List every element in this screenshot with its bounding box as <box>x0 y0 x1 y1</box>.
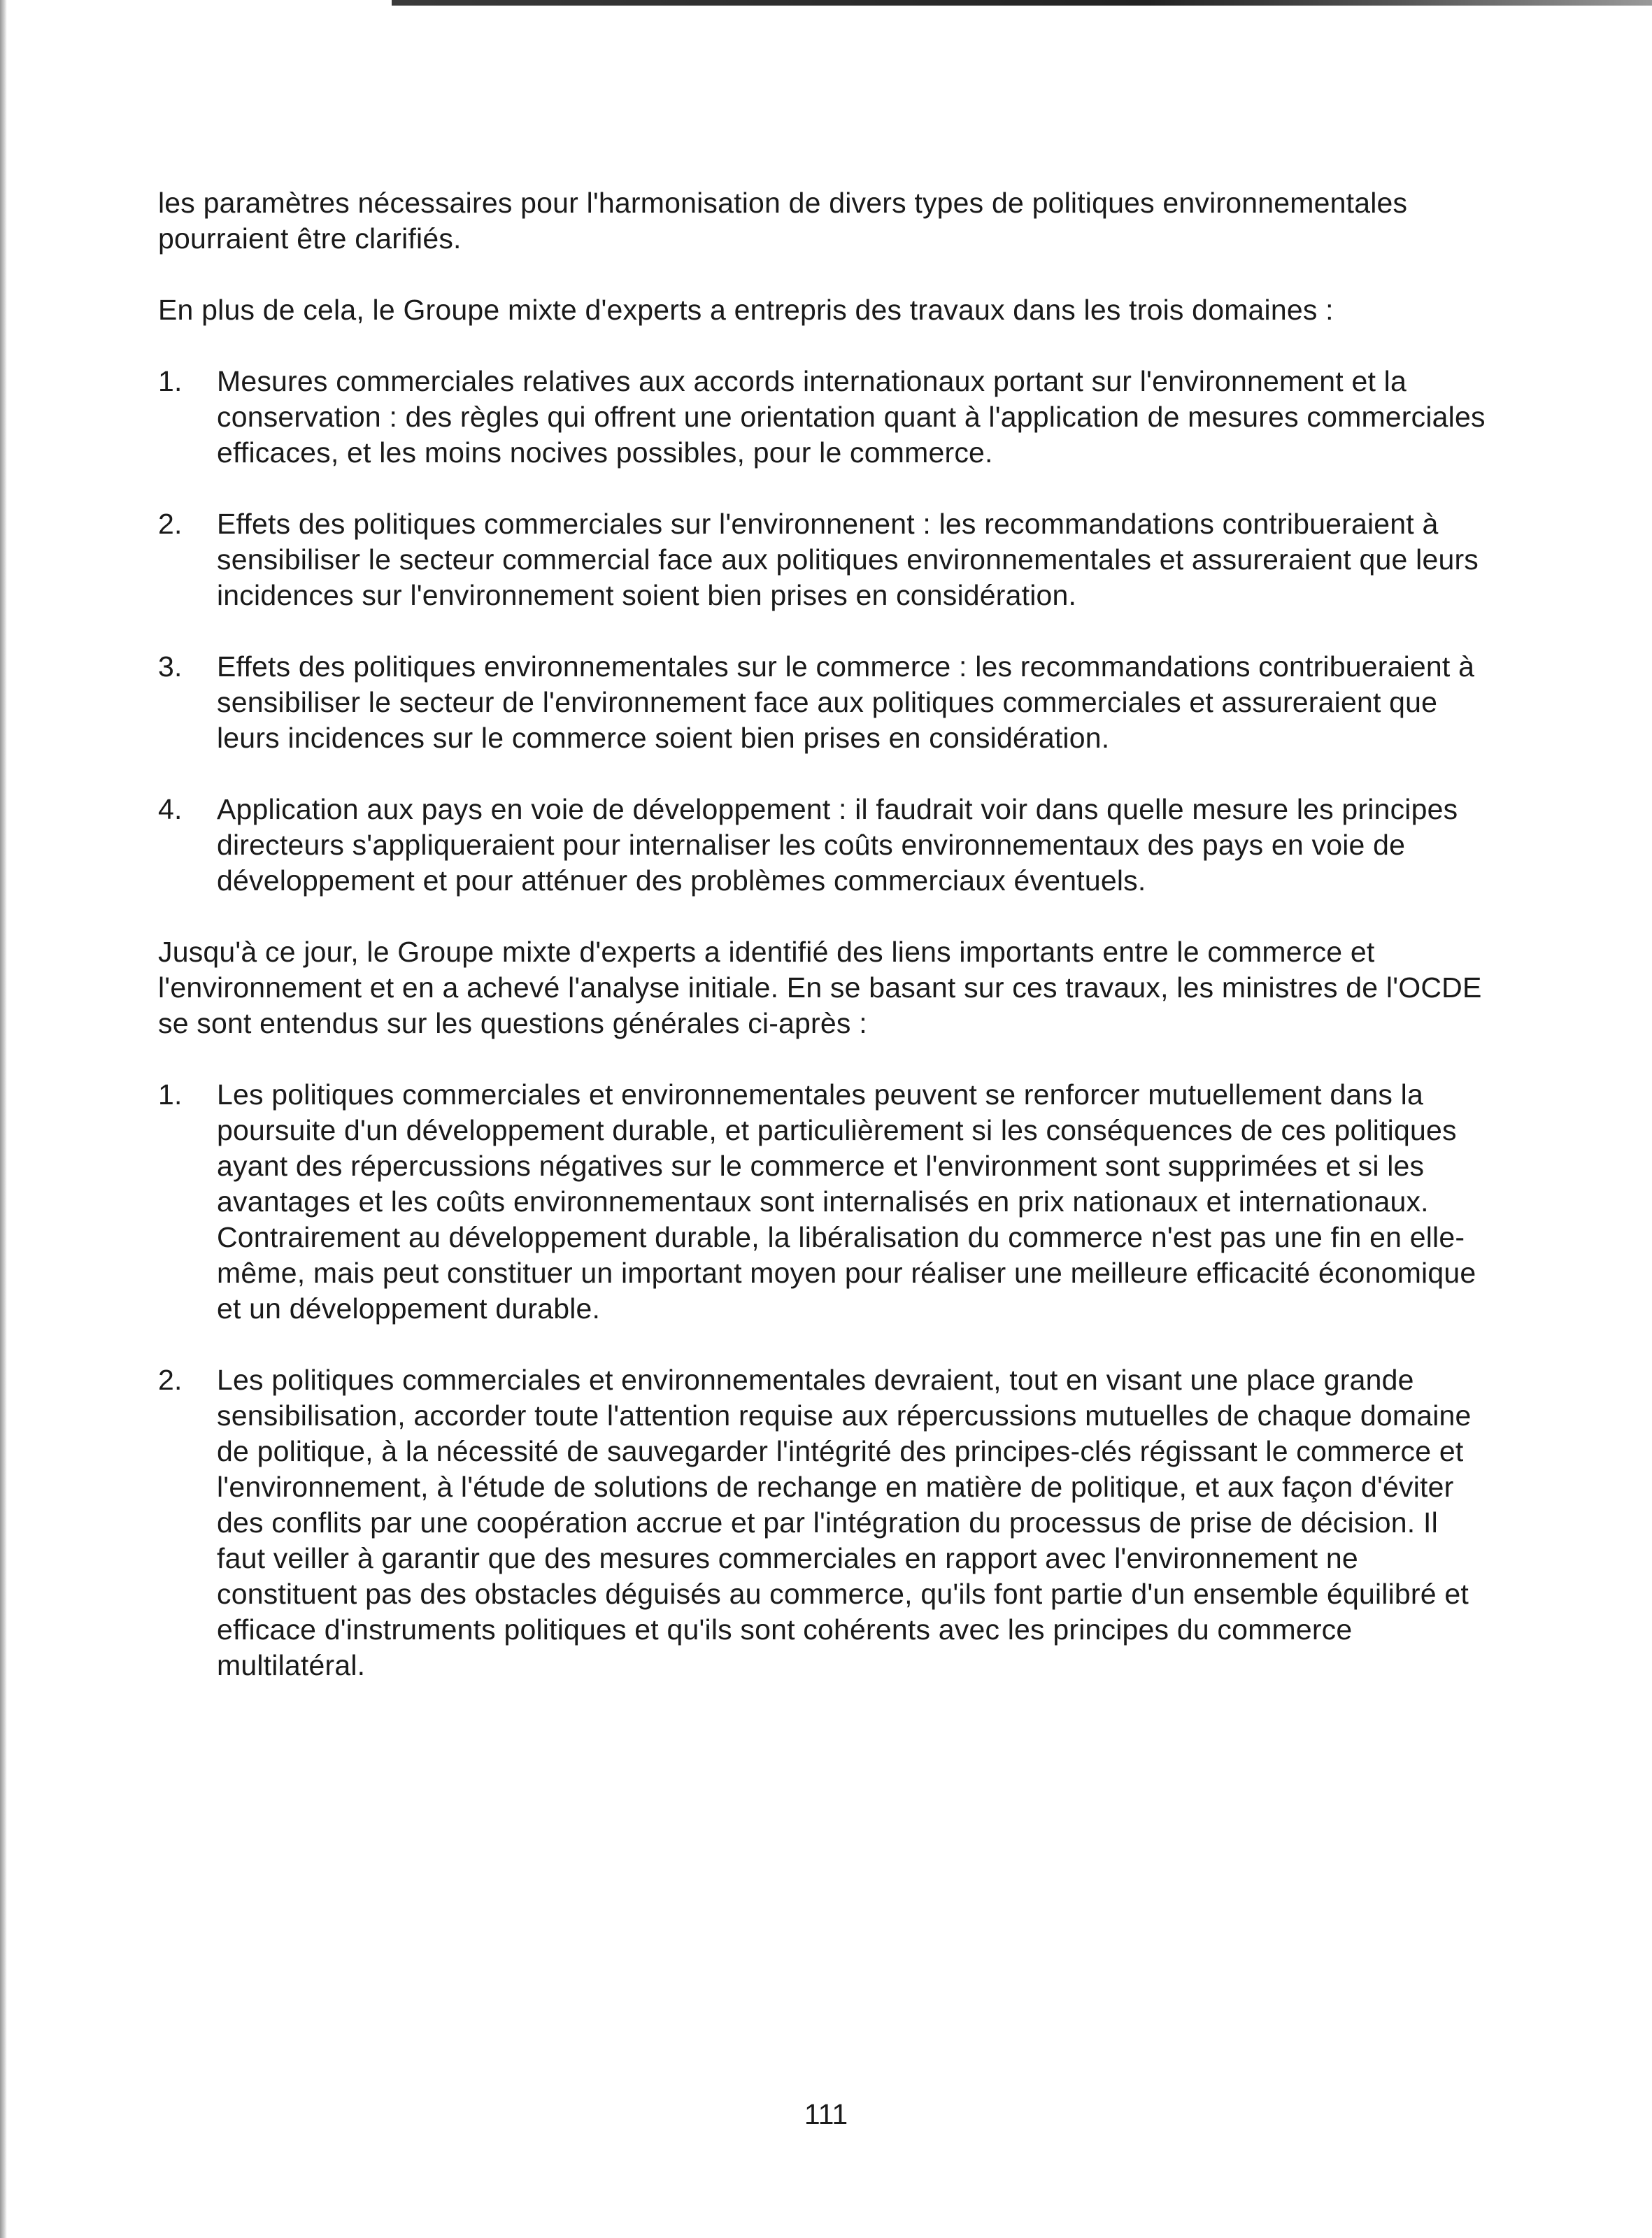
scan-left-edge <box>0 0 7 2238</box>
question-item <box>158 1077 1487 1327</box>
page-number: 111 <box>804 2098 848 2130</box>
item-number: 1. <box>158 365 183 397</box>
scan-top-edge <box>392 0 1652 6</box>
item-text: Les politiques commerciales et environnementales devraient, tout en visant une place grande sensibilisation, accorder toute l'attention requise aux répercussions mutuelles de chaque domaine de politique, à la nécessité de sauvegarder l'intégrité des principes-clés régissant le commerce et l'environnement, à l'étude de solutions de rechange en matière de politique, et aux façon d'éviter des conflits par une coopération accrue et par l'intégration du processus de prise de décision. Il faut veiller à garantir que des mesures commerciales en rapport avec l'environnement ne constituent pas des obstacles déguisés au commerce, qu'ils font partie d'un ensemble équilibré et efficace d'instruments politiques et qu'ils sont cohérents avec les principes du commerce multilatéral. <box>217 1364 1472 1681</box>
questions-intro-paragraph: Jusqu'à ce jour, le Groupe mixte d'experts a identifié des liens importants entre le commerce et l'environnement et en a achevé l'analyse initiale. En se basant sur ces travaux, les ministres de l'OCDE se sont entendus sur les questions générales ci-après : <box>158 936 1482 1039</box>
item-number: 3. <box>158 650 183 683</box>
domain-item <box>158 792 1487 899</box>
intro-paragraph: les paramètres nécessaires pour l'harmonisation de divers types de politiques environnementales pourraient être clarifiés. <box>158 187 1408 255</box>
item-text: Mesures commerciales relatives aux accords internationaux portant sur l'environnement et la conservation : des règles qui offrent une orientation quant à l'application de mesures commerciales efficaces, et les moins nocives possibles, pour le commerce. <box>217 365 1486 469</box>
domain-item <box>158 649 1487 756</box>
item-text: Effets des politiques commerciales sur l'environnenent : les recommandations contribueraient à sensibiliser le secteur commercial face aux politiques environnementales et assureraient que leurs incidences sur l'environnement soient bien prises en considération. <box>217 508 1479 611</box>
item-number: 4. <box>158 793 183 825</box>
question-item <box>158 1362 1487 1683</box>
item-number: 2. <box>158 508 183 540</box>
item-text: Effets des politiques environnementales sur le commerce : les recommandations contribueraient à sensibiliser le secteur de l'environnement face aux politiques commerciales et assureraient que leurs incidences sur le commerce soient bien prises en considération. <box>217 650 1475 754</box>
item-number: 2. <box>158 1364 183 1396</box>
domain-item <box>158 364 1487 471</box>
domains-intro-paragraph: En plus de cela, le Groupe mixte d'experts a entrepris des travaux dans les trois domaines : <box>158 294 1334 326</box>
item-text: Les politiques commerciales et environnementales peuvent se renforcer mutuellement dans la poursuite d'un développement durable, et particulièrement si les conséquences de ces politiques ayant des répercussions négatives sur le commerce et l'environment sont supprimées et si les avantages et les coûts environnementaux sont internalisés en prix nationaux et internationaux. Contrairement au développement durable, la libéralisation du commerce n'est pas une fin en elle-même, mais peut constituer un important moyen pour réaliser une meilleure efficacité économique et un développement durable. <box>217 1078 1476 1325</box>
item-text: Application aux pays en voie de développement : il faudrait voir dans quelle mesure les principes directeurs s'appliqueraient pour internaliser les coûts environnementaux des pays en voie de développement et pour atténuer des problèmes commerciaux éventuels. <box>217 793 1458 897</box>
domain-item <box>158 506 1487 613</box>
item-number: 1. <box>158 1078 183 1111</box>
document-body <box>158 185 1487 1719</box>
